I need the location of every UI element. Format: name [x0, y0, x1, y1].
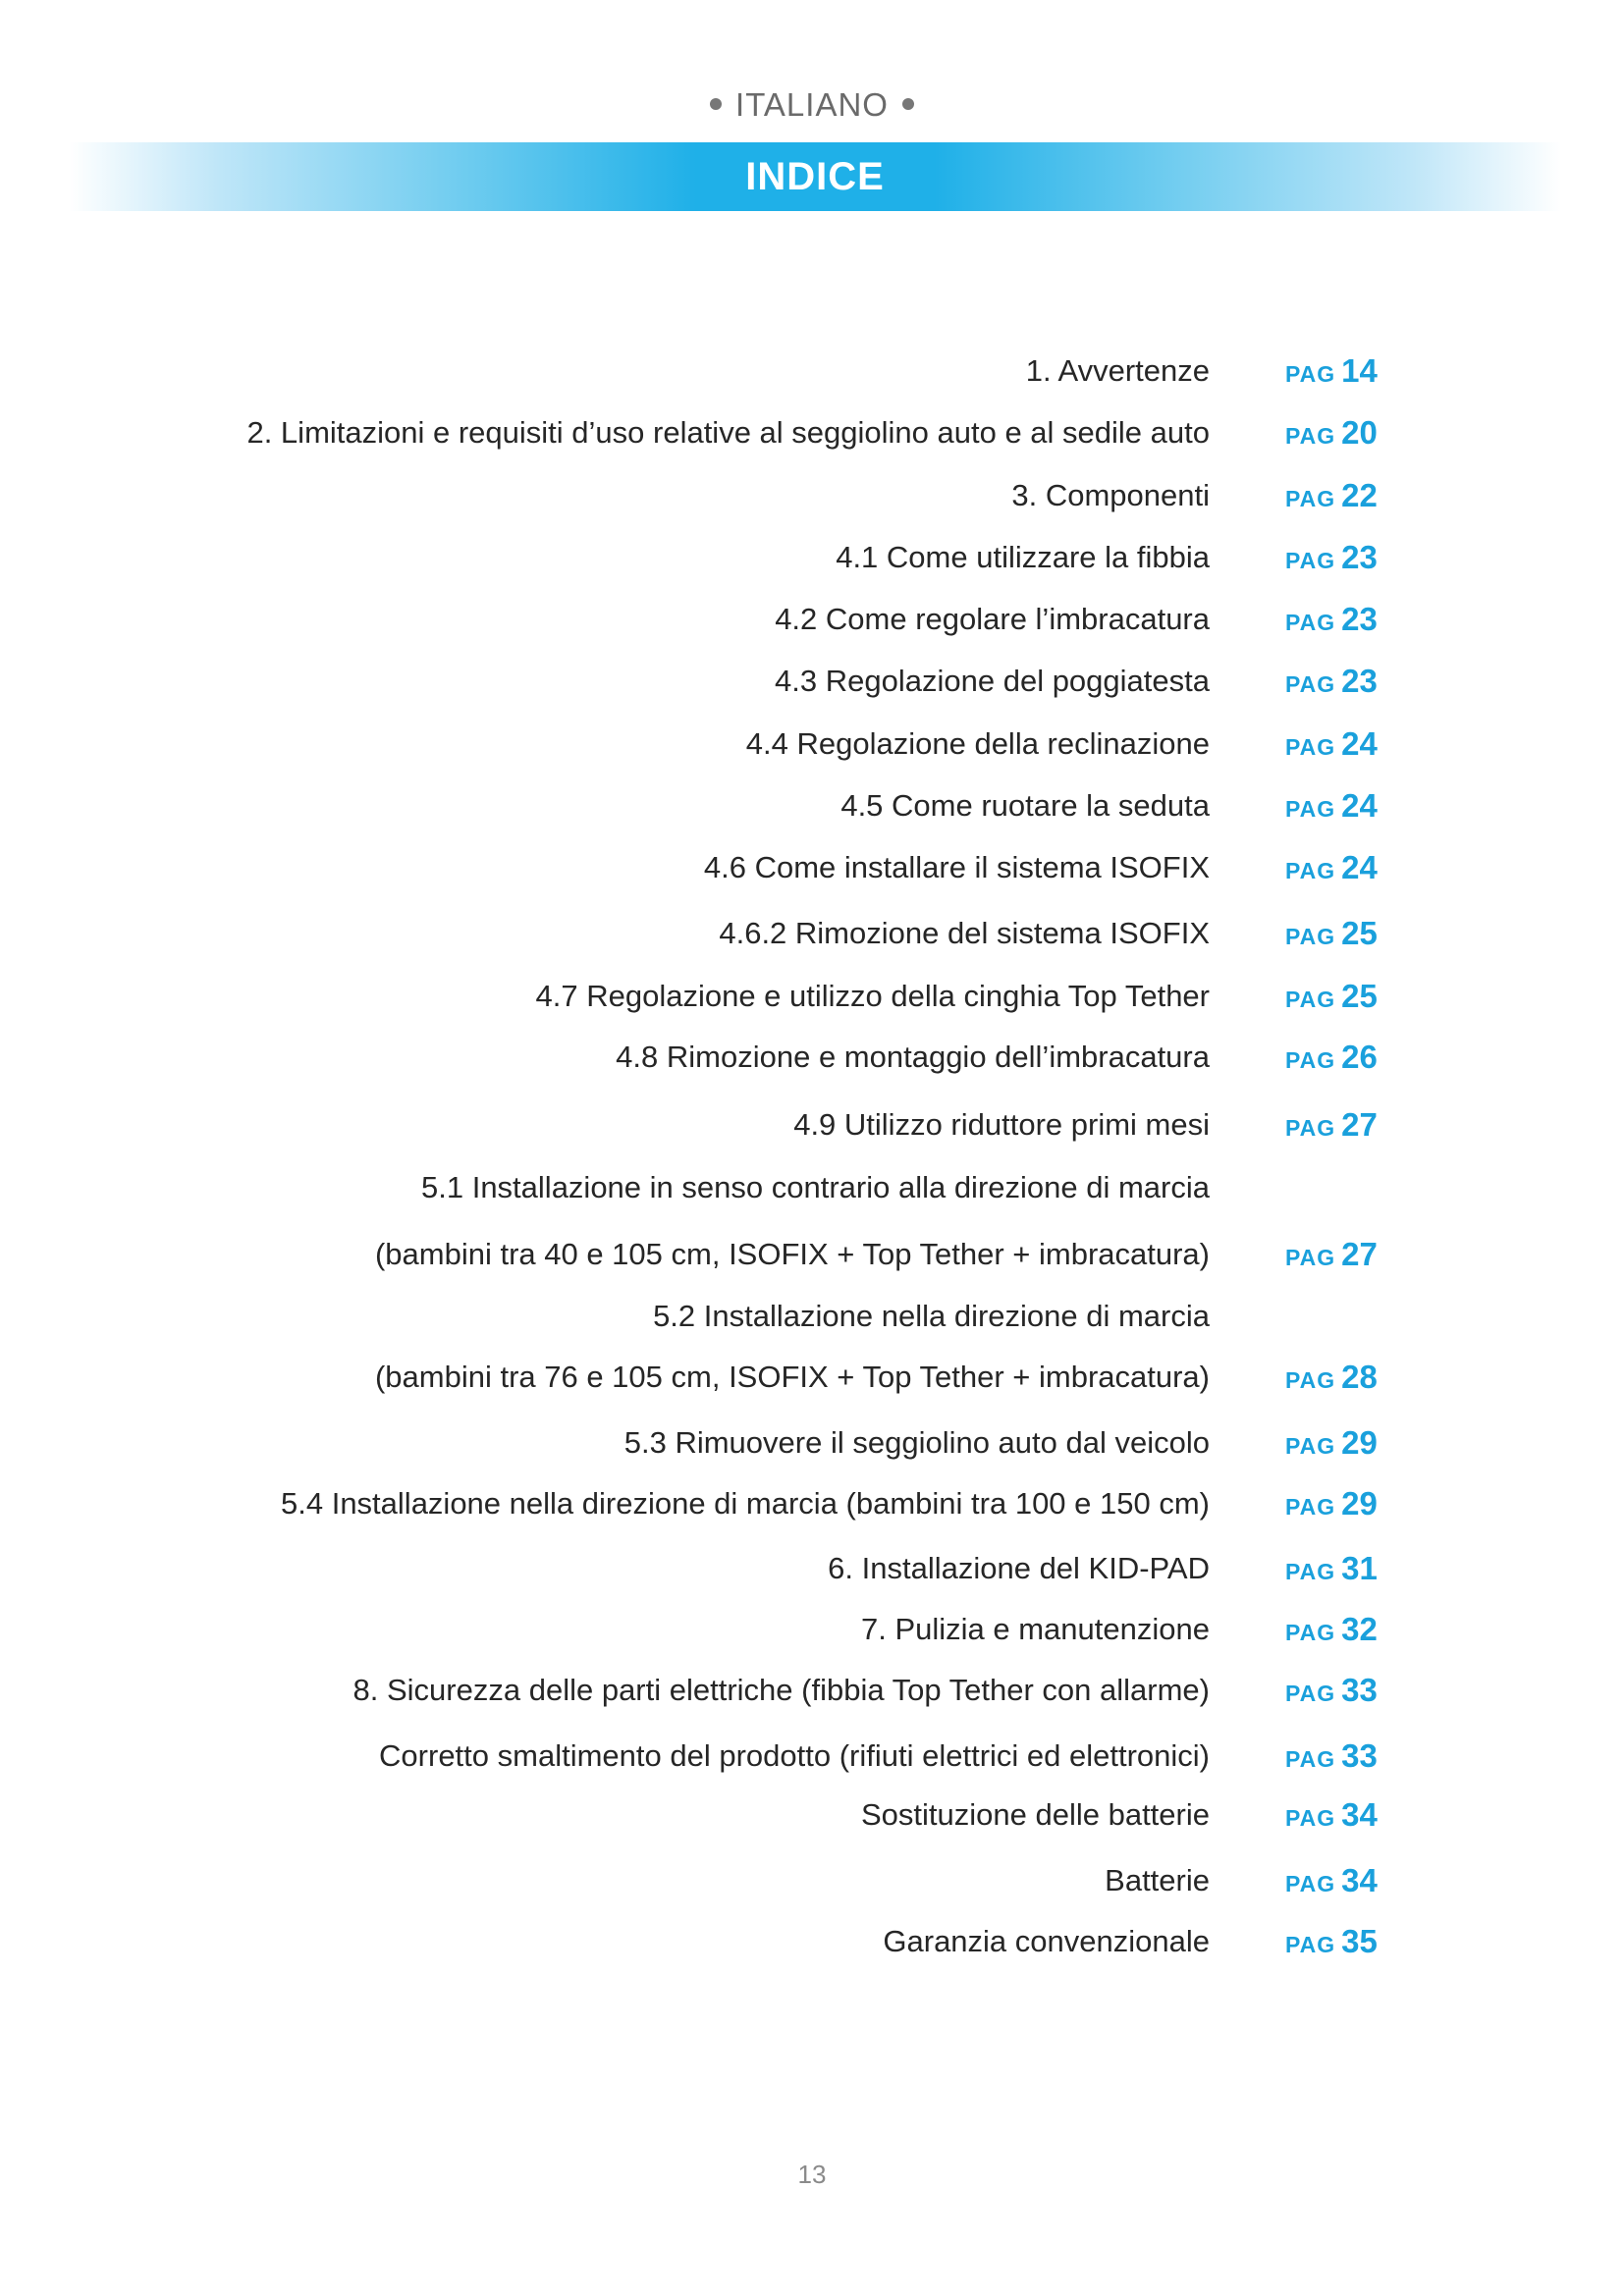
toc-entry-title: 4.4 Regolazione della reclinazione — [745, 726, 1210, 761]
toc-entry — [0, 1105, 1624, 1154]
page-number-ref: 35 — [1341, 1923, 1378, 1959]
toc-entry-title: 3. Componenti — [1011, 478, 1210, 512]
toc-page-reference — [1285, 1105, 1378, 1151]
toc-page-reference — [1285, 662, 1378, 708]
toc-entry-title: 4.6.2 Rimozione del sistema ISOFIX — [719, 916, 1210, 950]
toc-entry — [0, 1671, 1624, 1720]
toc-page-reference — [1285, 1235, 1378, 1281]
toc-entry-title: 7. Pulizia e manutenzione — [860, 1612, 1210, 1646]
toc-page-reference — [1285, 600, 1378, 646]
toc-entry — [0, 914, 1624, 963]
pag-label: PAG — [1285, 1932, 1336, 1957]
toc-page-reference — [1285, 538, 1378, 584]
pag-label: PAG — [1285, 548, 1336, 573]
page-number-ref: 33 — [1341, 1672, 1378, 1708]
toc-entry — [0, 1038, 1624, 1087]
toc-entry-title: 5.1 Installazione in senso contrario alla direzione di marcia — [421, 1170, 1210, 1204]
pag-label: PAG — [1285, 1805, 1336, 1831]
toc-entry-title: 6. Installazione del KID-PAD — [828, 1551, 1210, 1585]
pag-label: PAG — [1285, 610, 1336, 635]
toc-entry-title: 4.8 Rimozione e montaggio dell’imbracatura — [616, 1040, 1210, 1074]
toc-entry-title: Corretto smaltimento del prodotto (rifiuti elettrici ed elettronici) — [379, 1738, 1210, 1773]
toc-entry-title: 4.2 Come regolare l’imbracatura — [775, 602, 1210, 636]
pag-label: PAG — [1285, 1681, 1336, 1706]
pag-label: PAG — [1285, 423, 1336, 449]
page-number-ref: 24 — [1341, 849, 1378, 885]
toc-page-reference — [1285, 848, 1378, 894]
toc-entry — [0, 1423, 1624, 1472]
toc-entry-title: 2. Limitazioni e requisiti d’uso relative al seggiolino auto e al sedile auto — [246, 415, 1210, 450]
toc-page-reference — [1285, 914, 1378, 960]
toc-entry-title: 4.7 Regolazione e utilizzo della cinghia Top Tether — [535, 979, 1210, 1013]
pag-label: PAG — [1285, 1245, 1336, 1270]
toc-entry-title: 4.9 Utilizzo riduttore primi mesi — [793, 1107, 1210, 1142]
page-number-ref: 25 — [1341, 978, 1378, 1014]
toc-page-reference — [1285, 1549, 1378, 1595]
toc-page-reference — [1285, 1423, 1378, 1469]
toc-entry — [0, 1168, 1624, 1217]
toc-entry-title: 4.5 Come ruotare la seduta — [840, 788, 1210, 823]
toc-entry-title: 4.6 Come installare il sistema ISOFIX — [703, 850, 1210, 884]
toc-entry-title: 4.3 Regolazione del poggiatesta — [775, 664, 1210, 698]
toc-entry — [0, 1922, 1624, 1971]
toc-entry — [0, 1795, 1624, 1844]
toc-page-reference — [1285, 476, 1378, 522]
pag-label: PAG — [1285, 671, 1336, 697]
page-number: 13 — [797, 2160, 827, 2189]
toc-page-reference — [1285, 1736, 1378, 1783]
toc-entry-title: (bambini tra 76 e 105 cm, ISOFIX + Top Tether + imbracatura) — [374, 1360, 1210, 1394]
pag-label: PAG — [1285, 987, 1336, 1012]
pag-label: PAG — [1285, 1559, 1336, 1584]
pag-label: PAG — [1285, 924, 1336, 949]
toc-entry — [0, 724, 1624, 774]
toc-entry — [0, 600, 1624, 649]
page-number-ref: 22 — [1341, 477, 1378, 513]
toc-page-reference — [1285, 977, 1378, 1023]
toc-entry — [0, 977, 1624, 1026]
toc-entry — [0, 413, 1624, 462]
pag-label: PAG — [1285, 796, 1336, 822]
toc-page-reference — [1285, 1610, 1378, 1656]
pag-label: PAG — [1285, 1047, 1336, 1073]
page-number-ref: 33 — [1341, 1737, 1378, 1774]
toc-entry-title: 5.3 Rimuovere il seggiolino auto dal veicolo — [623, 1425, 1210, 1460]
page-number-ref: 27 — [1341, 1236, 1378, 1272]
toc-page-reference — [1285, 1861, 1378, 1907]
page-number-ref: 34 — [1341, 1862, 1378, 1898]
pag-label: PAG — [1285, 1115, 1336, 1141]
page-number-ref: 34 — [1341, 1796, 1378, 1833]
toc-entry — [0, 662, 1624, 711]
toc-page-reference — [1285, 1795, 1378, 1842]
pag-label: PAG — [1285, 858, 1336, 883]
toc-entry-title: 8. Sicurezza delle parti elettriche (fibbia Top Tether con allarme) — [352, 1673, 1210, 1707]
toc-entry-title: 5.4 Installazione nella direzione di marcia (bambini tra 100 e 150 cm) — [281, 1486, 1210, 1521]
page-number-ref: 24 — [1341, 725, 1378, 762]
toc-entry-title: 4.1 Come utilizzare la fibbia — [836, 540, 1210, 574]
language-label: ITALIANO — [735, 86, 889, 123]
toc-page-reference — [1285, 1038, 1378, 1084]
toc-entry — [0, 848, 1624, 897]
toc-entry-title: (bambini tra 40 e 105 cm, ISOFIX + Top Tether + imbracatura) — [374, 1237, 1210, 1271]
page-number-ref: 25 — [1341, 915, 1378, 951]
toc-page-reference — [1285, 1922, 1378, 1968]
pag-label: PAG — [1285, 1620, 1336, 1645]
toc-entry-title: 5.2 Installazione nella direzione di marcia — [653, 1299, 1210, 1333]
toc-page-reference — [1285, 413, 1378, 459]
page-number-ref: 29 — [1341, 1485, 1378, 1522]
page-number-ref: 28 — [1341, 1359, 1378, 1395]
toc-page-reference — [1285, 786, 1378, 832]
toc-entry — [0, 1549, 1624, 1598]
toc-entry — [0, 1297, 1624, 1346]
page-number-ref: 23 — [1341, 539, 1378, 575]
pag-label: PAG — [1285, 361, 1336, 387]
pag-label: PAG — [1285, 734, 1336, 760]
page-number-ref: 24 — [1341, 787, 1378, 824]
toc-page-reference — [1285, 1484, 1378, 1530]
page-number-ref: 23 — [1341, 601, 1378, 637]
pag-label: PAG — [1285, 486, 1336, 511]
toc-entry — [0, 538, 1624, 587]
toc-entry-title: 1. Avvertenze — [1025, 353, 1210, 388]
pag-label: PAG — [1285, 1494, 1336, 1520]
toc-page-reference — [1285, 351, 1378, 398]
index-title: INDICE — [745, 155, 885, 198]
page-number-ref: 29 — [1341, 1424, 1378, 1461]
pag-label: PAG — [1285, 1871, 1336, 1896]
toc-entry-title: Garanzia convenzionale — [883, 1924, 1210, 1958]
toc-entry — [0, 786, 1624, 835]
page-number-ref: 27 — [1341, 1106, 1378, 1143]
toc-entry — [0, 1736, 1624, 1786]
page-number-ref: 31 — [1341, 1550, 1378, 1586]
toc-entry — [0, 1235, 1624, 1284]
toc-entry-title: Batterie — [1105, 1863, 1210, 1897]
toc-entry-title: Sostituzione delle batterie — [860, 1797, 1210, 1832]
page-number-ref: 26 — [1341, 1039, 1378, 1075]
page-number-ref: 32 — [1341, 1611, 1378, 1647]
pag-label: PAG — [1285, 1367, 1336, 1393]
pag-label: PAG — [1285, 1746, 1336, 1772]
toc-page-reference — [1285, 1671, 1378, 1717]
toc-entry — [0, 1484, 1624, 1533]
pag-label: PAG — [1285, 1433, 1336, 1459]
toc-entry — [0, 476, 1624, 525]
toc-entry — [0, 1861, 1624, 1910]
page-number-ref: 23 — [1341, 663, 1378, 699]
toc-entry — [0, 351, 1624, 400]
toc-page-reference — [1285, 1358, 1378, 1404]
toc-entry — [0, 1610, 1624, 1659]
toc-page-reference — [1285, 724, 1378, 771]
page-number-ref: 14 — [1341, 352, 1378, 389]
page-number-ref: 20 — [1341, 414, 1378, 451]
toc-entry — [0, 1358, 1624, 1407]
